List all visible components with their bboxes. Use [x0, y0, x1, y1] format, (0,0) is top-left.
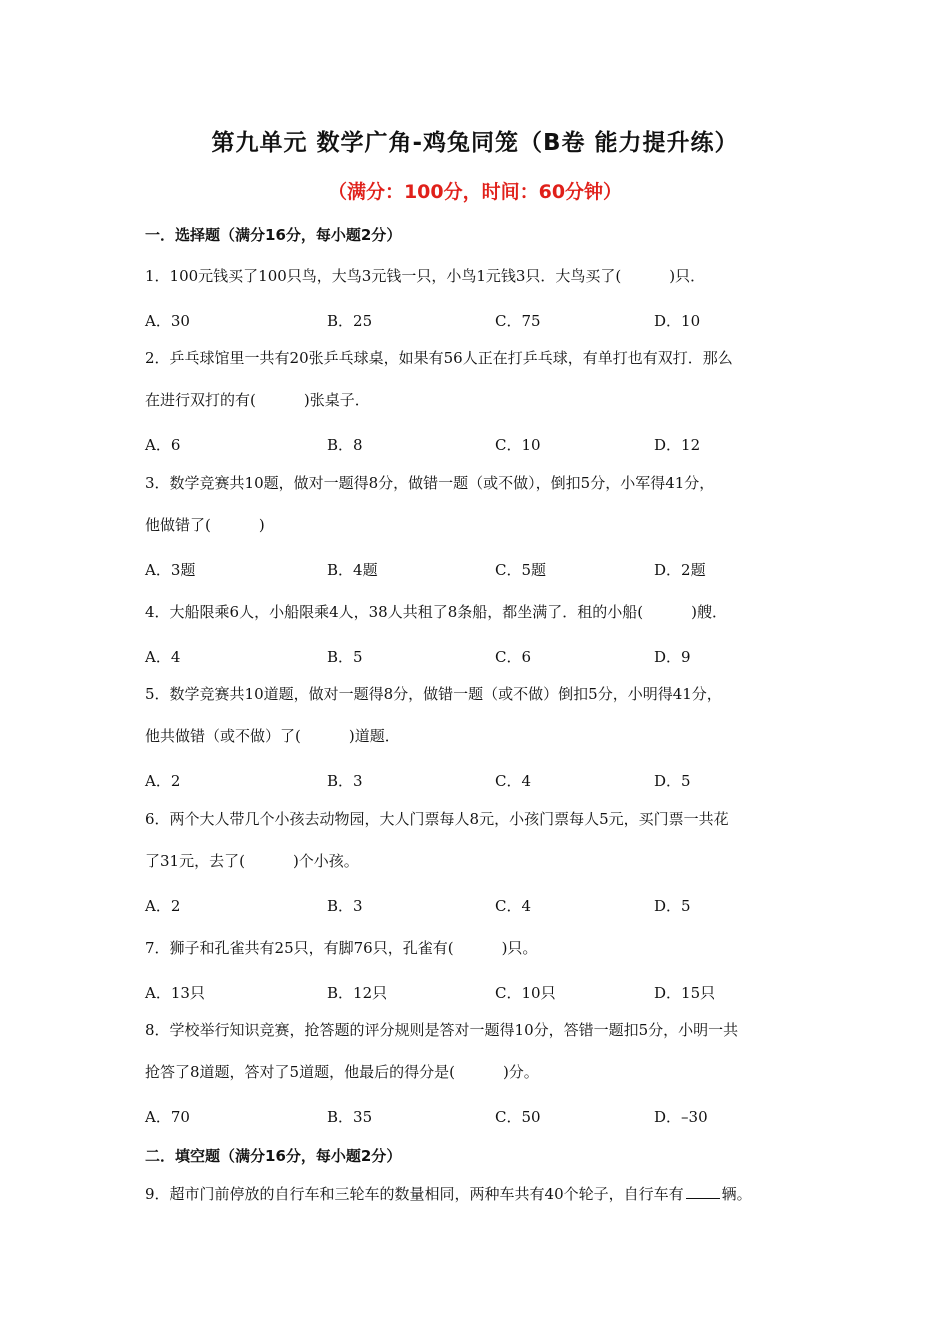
question-3-options	[145, 560, 865, 580]
option-d: D．15只	[654, 984, 716, 1002]
question-6-options	[145, 896, 865, 916]
option-b: B．12只	[327, 984, 388, 1002]
question-1-options	[145, 311, 865, 331]
option-b: B．5	[327, 648, 363, 666]
option-c: C．10只	[495, 984, 556, 1002]
question-3-line-1: 3．数学竞赛共10题，做对一题得8分，做错一题（或不做），倒扣5分，小军得41分，	[145, 474, 715, 492]
option-c: C．10	[495, 436, 541, 454]
question-8-options	[145, 1107, 865, 1127]
option-d: D．10	[654, 312, 701, 330]
question-2-options	[145, 435, 865, 455]
question-6-line-1: 6．两个大人带几个小孩去动物园，大人门票每人8元，小孩门票每人5元，买门票一共花	[145, 810, 729, 828]
question-1: 1．100元钱买了100只鸟，大鸟3元钱一只，小鸟1元钱3只．大鸟买了( )只．	[145, 267, 706, 285]
option-b: B．8	[327, 436, 363, 454]
option-c: C．75	[495, 312, 541, 330]
page-title: 第九单元 数学广角-鸡兔同笼（B卷 能力提升练）	[211, 130, 739, 156]
question-5-options	[145, 771, 865, 791]
option-d: D．5	[654, 897, 691, 915]
page-subtitle: （满分：100分，时间：60分钟）	[327, 181, 623, 203]
option-b: B．3	[327, 772, 363, 790]
question-2-line-2: 在进行双打的有( )张桌子．	[145, 391, 370, 409]
question-9: 9．超市门前停放的自行车和三轮车的数量相同，两种车共有40个轮子，自行车有 辆。	[145, 1185, 752, 1203]
question-7: 7．狮子和孔雀共有25只，有脚76只，孔雀有( )只。	[145, 939, 538, 957]
section-heading-fill: 二．填空题（满分16分，每小题2分）	[145, 1147, 402, 1165]
option-c: C．5题	[495, 561, 547, 579]
question-8-line-1: 8．学校举行知识竞赛，抢答题的评分规则是答对一题得10分，答错一题扣5分，小明一共	[145, 1021, 739, 1039]
option-d: D．–30	[654, 1108, 708, 1126]
answer-blank	[686, 1184, 720, 1199]
option-a: A．2	[145, 897, 181, 915]
option-c: C．6	[495, 648, 532, 666]
option-d: D．5	[654, 772, 691, 790]
question-7-options	[145, 983, 865, 1003]
option-d: D．12	[654, 436, 701, 454]
option-a: A．3题	[145, 561, 196, 579]
section-heading-choice: 一．选择题（满分16分，每小题2分）	[145, 226, 402, 244]
option-a: A．30	[145, 312, 190, 330]
question-5-line-1: 5．数学竞赛共10道题，做对一题得8分，做错一题（或不做）倒扣5分，小明得41分，	[145, 685, 722, 703]
option-c: C．4	[495, 772, 532, 790]
option-a: A．13只	[145, 984, 205, 1002]
question-5-line-2: 他共做错（或不做）了( )道题．	[145, 727, 400, 745]
option-b: B．3	[327, 897, 363, 915]
option-b: B．35	[327, 1108, 373, 1126]
option-b: B．4题	[327, 561, 378, 579]
option-c: C．50	[495, 1108, 541, 1126]
option-a: A．4	[145, 648, 181, 666]
question-2-line-1: 2．乒乓球馆里一共有20张乒乓球桌，如果有56人正在打乒乓球，有单打也有双打．那么	[145, 349, 733, 367]
question-3-line-2: 他做错了( )	[145, 516, 265, 534]
option-d: D．2题	[654, 561, 706, 579]
question-6-line-2: 了31元，去了( )个小孩。	[145, 852, 359, 870]
option-a: A．6	[145, 436, 181, 454]
question-4-options	[145, 647, 865, 667]
option-a: A．70	[145, 1108, 190, 1126]
option-a: A．2	[145, 772, 181, 790]
option-c: C．4	[495, 897, 532, 915]
question-4: 4．大船限乘6人，小船限乘4人，38人共租了8条船，都坐满了．租的小船( )艘．	[145, 603, 727, 621]
option-d: D．9	[654, 648, 691, 666]
option-b: B．25	[327, 312, 373, 330]
question-8-line-2: 抢答了8道题，答对了5道题，他最后的得分是( )分。	[145, 1063, 539, 1081]
